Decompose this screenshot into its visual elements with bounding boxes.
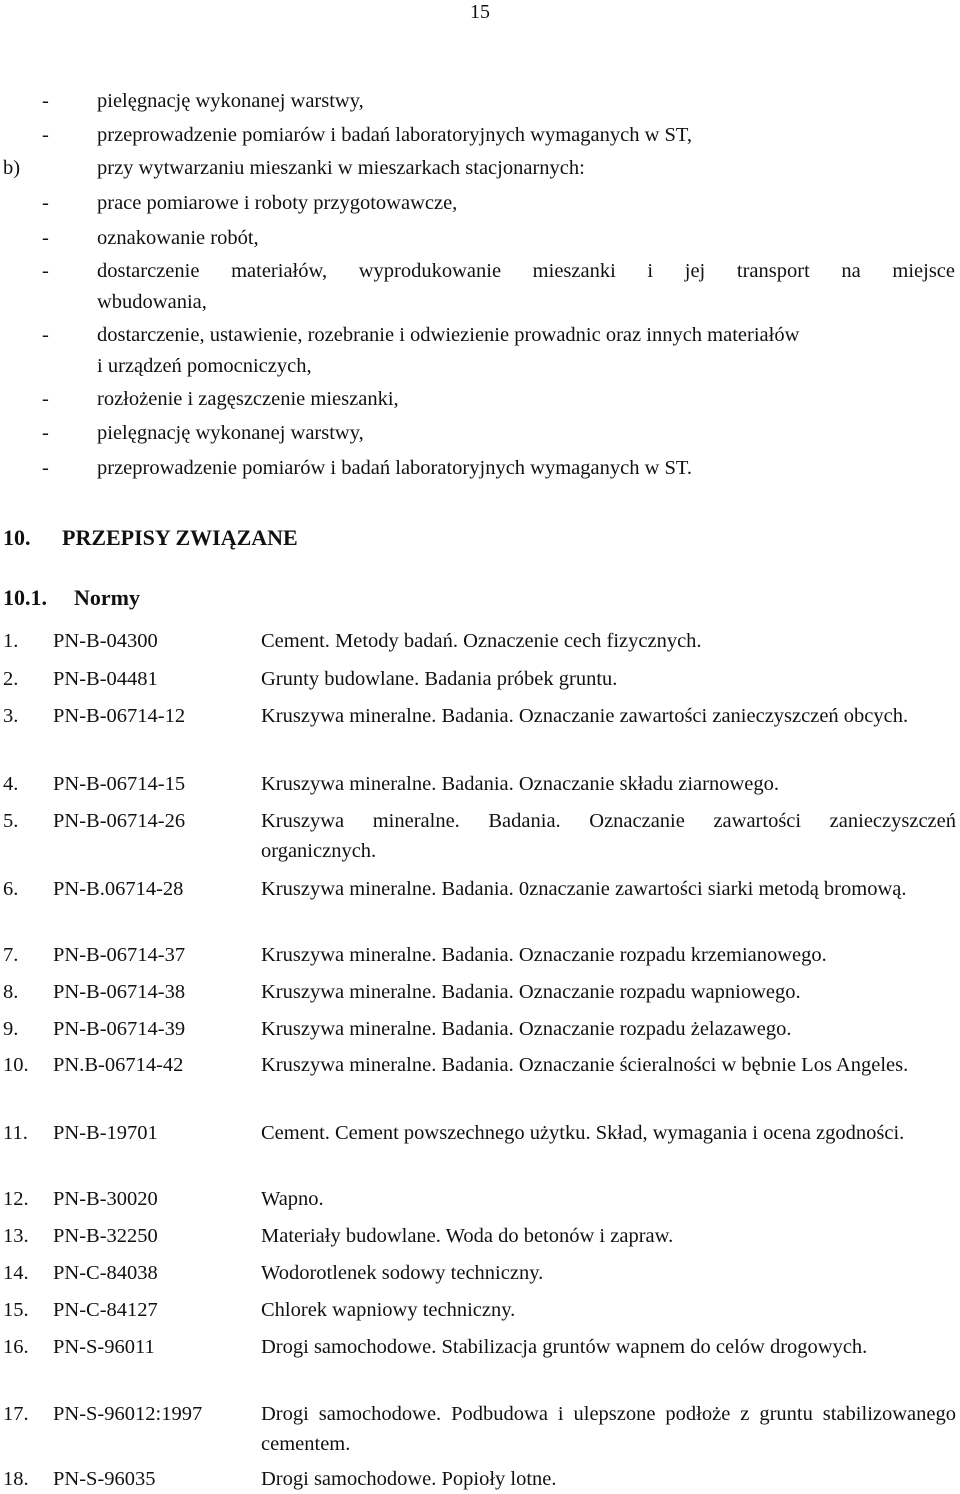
norm-description: Drogi samochodowe. Popioły lotne. [261,1468,557,1490]
norm-number: 11. [3,1122,28,1144]
norm-code: PN-B-06714-26 [53,810,186,832]
norm-description: Kruszywa mineralne. Badania. Oznaczanie zawartości zanieczyszczeń organicznych. [261,810,956,862]
section-10-1-title: Normy [74,585,140,610]
norm-code: PN-B-19701 [53,1122,158,1144]
norm-number: 14. [3,1262,29,1284]
norm-code: PN-B-06714-15 [53,773,186,795]
norm-description: Kruszywa mineralne. Badania. Oznaczanie rozpadu żelazawego. [261,1018,792,1040]
list-item-text: wbudowania, [97,291,207,313]
norm-number: 18. [3,1468,29,1490]
norm-number: 8. [3,981,19,1003]
list-dash: - [42,457,49,479]
list-dash: - [42,388,49,410]
list-item-text: przeprowadzenie pomiarów i badań laboratoryjnych wymaganych w ST, [97,124,693,146]
norm-code: PN-S-96011 [53,1336,155,1358]
norm-description: Chlorek wapniowy techniczny. [261,1299,516,1321]
list-dash: - [42,90,49,112]
norm-description: Kruszywa mineralne. Badania. Oznaczanie rozpadu krzemianowego. [261,944,827,966]
list-dash: - [42,422,49,444]
norm-code: PN.B-06714-42 [53,1054,184,1076]
norm-number: 3. [3,705,19,727]
norm-number: 5. [3,810,19,832]
list-dash: - [42,260,49,282]
norm-number: 4. [3,773,19,795]
list-dash: - [42,124,49,146]
norm-code: PN-B-32250 [53,1225,158,1247]
norm-description: Wapno. [261,1188,324,1210]
norm-description: Kruszywa mineralne. Badania. Oznaczanie składu ziarnowego. [261,773,779,795]
norm-code: PN-B-06714-12 [53,705,186,727]
norm-description: Drogi samochodowe. Stabilizacja gruntów wapnem do celów drogowych. [261,1336,868,1358]
norm-description: Kruszywa mineralne. Badania. Oznaczanie ścieralności w bębnie Los Angeles. [261,1054,909,1076]
list-item-text: przeprowadzenie pomiarów i badań laboratoryjnych wymaganych w ST. [97,457,693,479]
norm-number: 10. [3,1054,29,1076]
list-item-text: rozłożenie i zagęszczenie mieszanki, [97,388,399,410]
list-item-text: oznakowanie robót, [97,227,259,249]
norm-description: Kruszywa mineralne. Badania. 0znaczanie zawartości siarki metodą bromową. [261,878,907,900]
norm-description: Materiały budowlane. Woda do betonów i zapraw. [261,1225,674,1247]
list-dash: - [42,227,49,249]
norm-code: PN-B-04481 [53,668,158,690]
norm-code: PN-B-06714-38 [53,981,186,1003]
norm-code: PN-S-96012:1997 [53,1403,203,1425]
norm-description: Kruszywa mineralne. Badania. Oznaczanie zawartości zanieczyszczeń obcych. [261,705,909,727]
norm-number: 2. [3,668,19,690]
norm-description: Wodorotlenek sodowy techniczny. [261,1262,544,1284]
norm-number: 6. [3,878,19,900]
list-item-text: i urządzeń pomocniczych, [97,355,312,377]
norm-number: 12. [3,1188,29,1210]
norm-number: 7. [3,944,19,966]
norm-code: PN-B.06714-28 [53,878,184,900]
section-10-1-number: 10.1. [3,585,47,610]
list-dash: - [42,192,49,214]
list-item-text: prace pomiarowe i roboty przygotowawcze, [97,192,458,214]
norm-description: Kruszywa mineralne. Badania. Oznaczanie rozpadu wapniowego. [261,981,801,1003]
norm-number: 9. [3,1018,19,1040]
list-item-text: dostarczenie materiałów, wyprodukowanie mieszanki i jej transport na miejsce [97,260,955,282]
list-dash: - [42,324,49,346]
norm-number: 13. [3,1225,29,1247]
list-item-text: pielęgnację wykonanej warstwy, [97,90,364,112]
norm-code: PN-B-04300 [53,630,158,652]
section-10-number: 10. [3,525,31,550]
page-number: 15 [470,1,490,23]
norm-number: 1. [3,630,19,652]
norm-code: PN-S-96035 [53,1468,156,1490]
norm-description: Grunty budowlane. Badania próbek gruntu. [261,668,618,690]
norm-code: PN-B-30020 [53,1188,158,1210]
list-item-text: dostarczenie, ustawienie, rozebranie i odwiezienie prowadnic oraz innych materiałów [97,324,800,346]
section-10-title: PRZEPISY ZWIĄZANE [62,525,298,550]
norm-number: 17. [3,1403,29,1425]
norm-code: PN-C-84127 [53,1299,158,1321]
list-item-text: pielęgnację wykonanej warstwy, [97,422,364,444]
norm-number: 16. [3,1336,29,1358]
norm-description: Cement. Cement powszechnego użytku. Skład, wymagania i ocena zgodności. [261,1122,905,1144]
norm-description: Drogi samochodowe. Podbudowa i ulepszone podłoże z gruntu stabilizowanego cementem. [261,1403,956,1455]
norm-code: PN-B-06714-39 [53,1018,186,1040]
norm-code: PN-C-84038 [53,1262,158,1284]
norm-code: PN-B-06714-37 [53,944,186,966]
norm-description: Cement. Metody badań. Oznaczenie cech fizycznych. [261,630,702,652]
section-b-text: przy wytwarzaniu mieszanki w mieszarkach stacjonarnych: [97,157,585,179]
section-b-marker: b) [3,157,21,179]
norm-number: 15. [3,1299,29,1321]
